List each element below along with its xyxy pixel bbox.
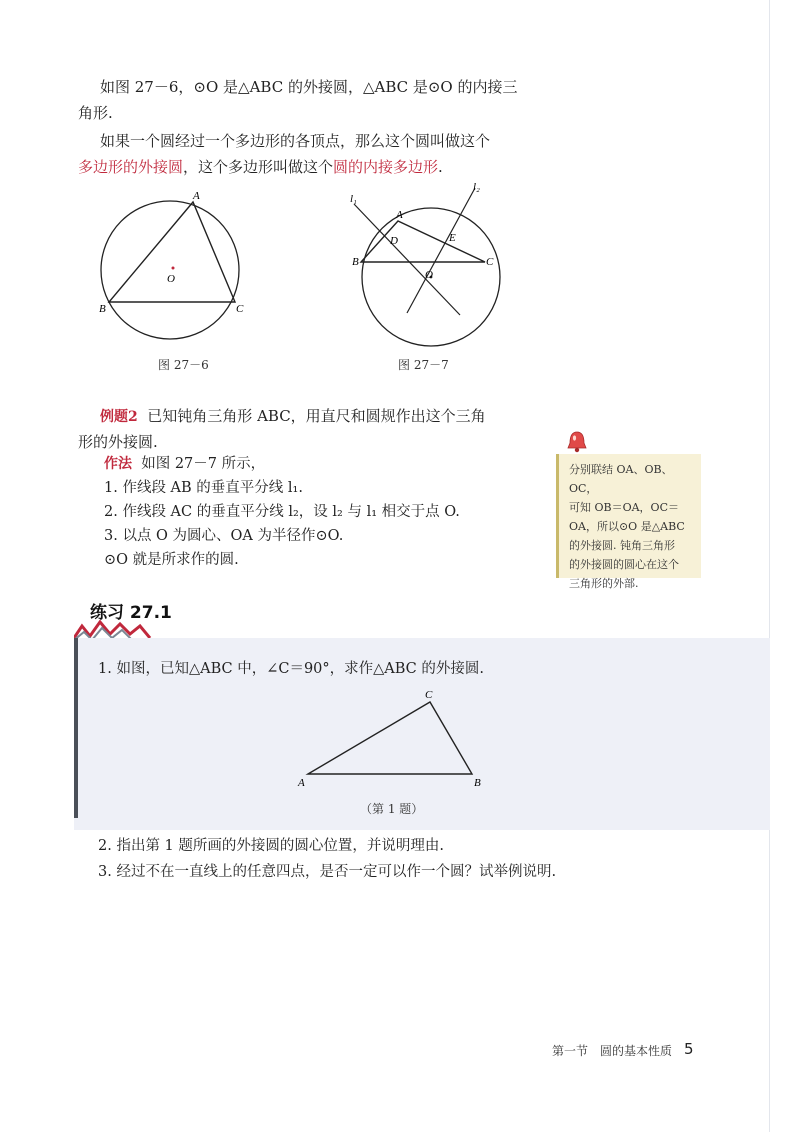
note-line: 三角形的外部. (569, 577, 639, 590)
exercise-question-3: 3. 经过不在一直线上的任意四点，是否一定可以作一个圆？试举例说明. (98, 864, 557, 880)
intro-line-4 (78, 154, 538, 180)
example-line-1 (100, 403, 550, 430)
method-line (104, 452, 265, 476)
example-statement: 已知钝角三角形 ABC，用直尺和圆规作出这个三角 (147, 407, 486, 425)
figure-27-6 (95, 190, 265, 350)
line-label-l1: l₁ (350, 193, 357, 205)
center-label-o: O (425, 269, 433, 281)
exercise-question-1: 1. 如图，已知△ABC 中，∠C＝90°，求作△ABC 的外接圆. (98, 661, 484, 677)
vertex-label-c: C (236, 303, 244, 315)
exercise-zigzag-banner (74, 618, 154, 640)
construction-conclusion: ⊙O 就是所求作的圆. (104, 552, 239, 568)
note-line: 的外接圆. 钝角三角形 (569, 539, 675, 552)
method-text: 如图 27－7 所示， (141, 456, 266, 472)
margin-note (556, 454, 701, 590)
figure-27-6-caption: 图 27－6 (158, 358, 209, 372)
term-inscribed-polygon: 圆的内接多边形 (333, 158, 439, 176)
method-tag: 作法 (104, 456, 132, 472)
right-triangle-abc (308, 702, 472, 774)
point-label-d: D (390, 235, 398, 247)
intro-line-4-mid: ，这个多边形叫做这个 (183, 158, 334, 176)
figure-27-7-caption: 图 27－7 (398, 358, 449, 372)
footer-section-title: 第一节 圆的基本性质 (552, 1044, 673, 1058)
center-point (172, 267, 175, 270)
perpendicular-bisector-l1 (354, 204, 460, 315)
vertex-label-b: B (474, 777, 481, 789)
vertex-label-a: A (396, 209, 403, 221)
obtuse-triangle-abc (361, 221, 485, 262)
construction-step-1: 1. 作线段 AB 的垂直平分线 l₁. (104, 480, 303, 496)
center-label-o: O (167, 273, 175, 285)
intro-line-2: 角形. (78, 104, 113, 122)
example-tag: 例题2 (100, 409, 138, 425)
term-circumscribed-circle: 多边形的外接圆 (78, 158, 184, 176)
exercise-1-triangle-figure (290, 688, 500, 792)
note-line: 分别联结 OA、OB、OC， (569, 463, 673, 495)
vertex-label-c: C (486, 256, 494, 268)
construction-step-3: 3. 以点 O 为圆心、OA 为半径作⊙O. (104, 528, 344, 544)
triangle-abc (109, 202, 235, 302)
exercise-question-2: 2. 指出第 1 题所画的外接圆的圆心位置，并说明理由. (98, 838, 444, 854)
vertex-label-b: B (352, 256, 359, 268)
vertex-label-a: A (298, 777, 305, 789)
intro-line-4-end: . (438, 158, 443, 176)
exercise-1-caption: （第 1 题） (360, 802, 424, 816)
exercise-title: 练习 27.1 (90, 603, 172, 623)
example-line-2: 形的外接圆. (78, 433, 158, 451)
exercise-panel-bar (74, 638, 78, 818)
intro-line-3: 如果一个圆经过一个多边形的各顶点，那么这个圆叫做这个 (100, 132, 491, 150)
construction-step-2: 2. 作线段 AC 的垂直平分线 l₂，设 l₂ 与 l₁ 相交于点 O. (104, 504, 460, 520)
vertex-label-b: B (99, 303, 106, 315)
line-label-l2: l₂ (473, 181, 480, 193)
note-line: 可知 OB＝OA，OC＝ (569, 501, 679, 514)
intro-line-1: 如图 27－6，⊙O 是△ABC 的外接圆，△ABC 是⊙O 的内接三 (100, 78, 518, 96)
vertex-label-a: A (193, 190, 200, 202)
figure-27-7 (345, 180, 505, 350)
page-edge-rule (769, 0, 770, 1132)
page-number: 5 (684, 1040, 694, 1058)
hint-bell-icon (566, 430, 588, 454)
vertex-label-c: C (425, 689, 433, 701)
note-line: 的外接圆的圆心在这个 (569, 558, 679, 571)
circumcircle (101, 201, 239, 339)
point-label-e: E (449, 232, 456, 244)
note-line: OA，所以⊙O 是△ABC (569, 520, 685, 533)
